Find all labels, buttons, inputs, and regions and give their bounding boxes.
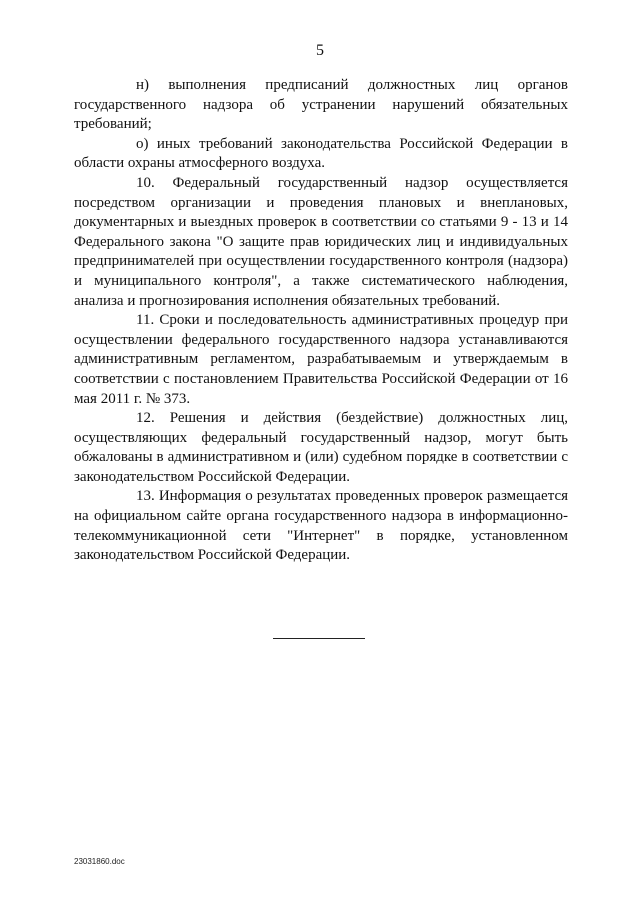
footer-file-name: 23031860.doc xyxy=(74,857,125,866)
paragraph-10: 10. Федеральный государственный надзор осуществляется посредством организации и проведения плановых и внеплановых, документарных и выездных проверок в соответствии со статьями 9 - 13 и 14 Федерального закона "О защите прав юридических лиц и индивидуальных предпринимателей при осуществлении государственного контроля (надзора) и муниципального контроля", а также систематического наблюдения, анализа и прогнозирования исполнения обязательных требований. xyxy=(74,174,568,309)
paragraph-n: н) выполнения предписаний должностных лиц органов государственного надзора об устранении нарушений обязательных требований; xyxy=(74,77,568,133)
paragraph-11: 11. Сроки и последовательность административных процедур при осуществлении федерального государственного надзора устанавливаются административным регламентом, разрабатываемым и утверждаемым в соответствии с постановлением Правительства Российской Федерации от 16 мая 2011 г. № 373. xyxy=(74,312,568,407)
paragraph-12: 12. Решения и действия (бездействие) должностных лиц, осуществляющих федеральный государственный надзор, могут быть обжалованы в административном и (или) судебном порядке в соответствии с законодательством Российской Федерации. xyxy=(74,410,568,485)
paragraph-13: 13. Информация о результатах проведенных проверок размещается на официальном сайте органа государственного надзора в информационно-телекоммуникационной сети "Интернет" в порядке, установленном законодательством Российской Федерации. xyxy=(74,488,568,564)
document-body xyxy=(74,76,568,566)
end-divider xyxy=(273,638,365,639)
paragraph-o: о) иных требований законодательства Российской Федерации в области охраны атмосферного воздуха. xyxy=(74,135,568,172)
page-number: 5 xyxy=(316,42,324,59)
